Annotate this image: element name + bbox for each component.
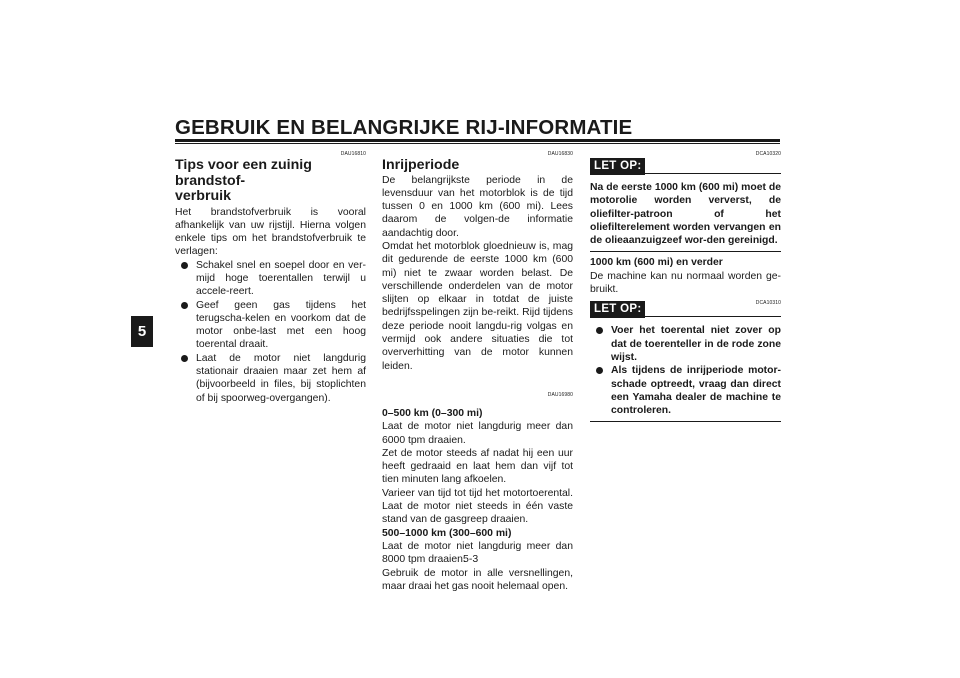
bullet-icon [181, 262, 188, 269]
range-text: Laat de motor niet langdurig meer dan 8000 tpm draaien. [382, 540, 573, 566]
section-heading-break-in: Inrijperiode [382, 157, 460, 173]
chapter-tab: 5 [131, 316, 153, 347]
column-fuel-tips [175, 150, 366, 405]
list-item [181, 299, 366, 352]
heading-line: verbruik [175, 188, 231, 204]
doc-code: DAU16810 [340, 151, 366, 157]
page-title: GEBRUIK EN BELANGRIJKE RIJ-INFORMATIE [175, 116, 633, 139]
list-item-text: Laat de motor niet langdurig stationair draaien maar zet hem af (bijvoorbeeld in files, bij stoplichten of bij spoorweg-overgangen). [196, 352, 366, 404]
fuel-intro: Het brandstofverbruik is vooral afhankelijk van uw rijstijl. Hierna volgen enkele tips om het brandstofverbruik te verlagen: [175, 206, 366, 258]
caution-box [590, 175, 781, 252]
bullet-icon [181, 355, 188, 362]
list-item-text: Als tijdens de inrijperiode motor-schade optreedt, vraag dan direct een Yamaha dealer de machine te controleren. [611, 365, 781, 417]
range-text: De machine kan nu normaal worden ge-bruikt. [590, 270, 781, 296]
doc-code: DCA10310 [755, 300, 781, 307]
bullet-icon [181, 302, 188, 309]
list-item-text: Geef geen gas tijdens het terugscha-kelen en voorkom dat de motor onbe-last met een hoog toerental draait. [196, 299, 366, 351]
bullet-icon [596, 327, 603, 334]
caution-label: LET OP: [590, 158, 645, 175]
doc-code: DCA10320 [755, 151, 781, 157]
caution-text: Na de eerste 1000 km (600 mi) moet de motorolie worden ververst, de oliefilter-patroon of het oliefilterelement worden vervangen en de olieaanzuigzeef wor-den gereinigd. [590, 182, 781, 247]
caution-label: LET OP: [590, 301, 645, 318]
fuel-tips-list [175, 259, 366, 405]
doc-code: DAU16980 [547, 391, 573, 398]
list-item-text: Schakel snel en soepel door en ver-mijd hoge toerentallen terwijl u accele-reert. [196, 259, 366, 298]
list-item [596, 324, 781, 364]
column-cautions [590, 150, 781, 422]
list-item [181, 352, 366, 405]
caution-rule [645, 316, 781, 317]
caution-header [590, 158, 781, 175]
range-text: Varieer van tijd tot tijd het motortoerental. Laat de motor niet steeds in één vaste stand van de gasgreep draaien. [382, 487, 573, 526]
doc-code: DAU16830 [547, 151, 573, 157]
header-rule-thin [175, 143, 780, 144]
range-heading: 0–500 km (0–300 mi) [382, 407, 483, 419]
section-heading-fuel-tips [175, 158, 366, 205]
range-text: Zet de motor steeds af nadat hij een uur heeft gedraaid en laat hem dan vijf tot tien minuten lang afkoelen. [382, 447, 573, 486]
caution-box [590, 318, 781, 422]
range-heading: 1000 km (600 mi) en verder [590, 257, 723, 269]
list-item [181, 259, 366, 299]
list-item-text: Voer het toerental niet zover op dat de toerenteller in de rode zone wijst. [611, 325, 781, 363]
range-heading: 500–1000 km (300–600 mi) [382, 527, 512, 539]
header-rule [175, 139, 780, 142]
caution-list [590, 324, 781, 417]
bullet-icon [596, 367, 603, 374]
caution-header [590, 301, 781, 318]
column-break-in [382, 150, 573, 593]
list-item [596, 364, 781, 417]
page-number: 5-3 [463, 553, 479, 565]
heading-line: Tips voor een zuinig brandstof- [175, 157, 312, 189]
caution-rule [645, 173, 781, 174]
range-text: Laat de motor niet langdurig meer dan 6000 tpm draaien. [382, 421, 573, 446]
range-text: Gebruik de motor in alle versnellingen, maar draai het gas nooit helemaal open. [382, 567, 573, 592]
break-in-para: De belangrijkste periode in de levensduur van het motorblok is de tijd tussen 0 en 1000 km (600 mi). Lees daarom de volgen-de informatie aandachtig door. [382, 174, 573, 239]
break-in-para: Omdat het motorblok gloednieuw is, mag dit gedurende de eerste 1000 km (600 mi) niet te zwaar worden belast. De verschillende onderdelen van de motor slijten op elkaar in totdat de juiste bedrijfsspelingen zijn be-reikt. Rijd tijdens deze periode nooit langdu-rig volgas en vermijd ook andere situaties die tot oververhitting van de motor kunnen leiden. [382, 240, 573, 372]
